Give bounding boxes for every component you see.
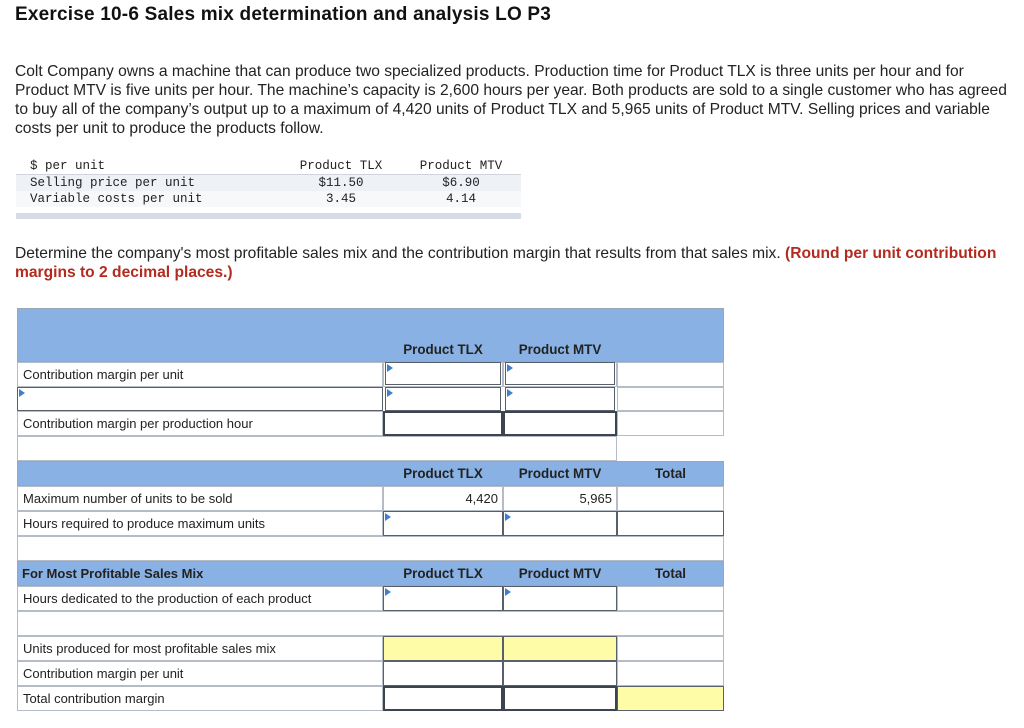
section2-col-total: Total bbox=[655, 466, 686, 481]
cell bbox=[617, 411, 724, 436]
cell bbox=[617, 486, 724, 511]
cell bbox=[617, 362, 724, 387]
total-cm-total-input[interactable] bbox=[617, 686, 724, 711]
hours-required-label: Hours required to produce maximum units bbox=[17, 511, 383, 536]
price-table-row bbox=[16, 175, 521, 191]
hours-dedicated-mtv-input[interactable] bbox=[503, 586, 617, 611]
hours-dedicated-tlx-input[interactable] bbox=[383, 586, 503, 611]
dropdown-marker-icon bbox=[385, 588, 391, 596]
price-table bbox=[16, 158, 521, 219]
units-produced-mtv-input[interactable] bbox=[503, 636, 617, 661]
dropdown-marker-icon bbox=[387, 364, 393, 372]
cm-per-unit-label: Contribution margin per unit bbox=[17, 362, 383, 387]
total-cm-tlx-input[interactable] bbox=[383, 686, 503, 711]
price-table-header bbox=[16, 158, 521, 175]
dropdown-marker-icon bbox=[19, 389, 25, 397]
dropdown-marker-icon bbox=[507, 389, 513, 397]
total-cm-label: Total contribution margin bbox=[17, 686, 383, 711]
cm-per-unit-2-mtv-input[interactable] bbox=[503, 661, 617, 686]
selling-price-label: Selling price per unit bbox=[30, 176, 196, 190]
variable-cost-tlx: 3.45 bbox=[325, 192, 356, 206]
section3-col-total: Total bbox=[655, 566, 686, 581]
section2-col-tlx: Product TLX bbox=[403, 466, 483, 481]
cell bbox=[617, 636, 724, 661]
cell bbox=[617, 586, 724, 611]
selling-price-mtv: $6.90 bbox=[442, 176, 480, 190]
dropdown-marker-icon bbox=[385, 513, 391, 521]
cm-per-unit-tlx-input[interactable] bbox=[385, 362, 501, 385]
spacer-row bbox=[17, 611, 724, 636]
max-units-label: Maximum number of units to be sold bbox=[17, 486, 383, 511]
cm-per-hour-mtv-input[interactable] bbox=[503, 411, 617, 436]
selling-price-tlx: $11.50 bbox=[318, 176, 364, 190]
units-produced-tlx-input[interactable] bbox=[383, 636, 503, 661]
calc-label-input[interactable] bbox=[17, 387, 383, 411]
cell bbox=[617, 387, 724, 411]
variable-cost-label: Variable costs per unit bbox=[30, 192, 203, 206]
price-table-mtv-header: Product MTV bbox=[419, 159, 503, 173]
question-text bbox=[15, 244, 1005, 282]
max-units-mtv: 5,965 bbox=[503, 486, 617, 511]
cm-per-hour-label: Contribution margin per production hour bbox=[17, 411, 383, 436]
section3-heading: For Most Profitable Sales Mix bbox=[22, 566, 204, 581]
hours-required-tlx-input[interactable] bbox=[383, 511, 503, 536]
cm-per-unit-mtv-input[interactable] bbox=[505, 362, 615, 385]
section3-col-mtv: Product MTV bbox=[518, 566, 602, 581]
hours-required-total-input[interactable] bbox=[617, 511, 724, 536]
dropdown-marker-icon bbox=[507, 364, 513, 372]
total-cm-mtv-input[interactable] bbox=[503, 686, 617, 711]
units-produced-label: Units produced for most profitable sales mix bbox=[17, 636, 383, 661]
spacer-row bbox=[17, 536, 724, 561]
cm-per-hour-tlx-input[interactable] bbox=[383, 411, 503, 436]
cm-per-unit-2-label: Contribution margin per unit bbox=[17, 661, 383, 686]
hours-required-mtv-input[interactable] bbox=[503, 511, 617, 536]
dropdown-marker-icon bbox=[387, 389, 393, 397]
dropdown-marker-icon bbox=[505, 588, 511, 596]
section3-col-tlx: Product TLX bbox=[403, 566, 483, 581]
max-units-tlx: 4,420 bbox=[383, 486, 503, 511]
problem-text: Colt Company owns a machine that can produce two specialized products. Production time for Product TLX is three units per hour and for Product MTV is five units per hour. The machine’s capacity is 2,600 hours per year. Both products are sold to a single customer who has agreed to buy all of the company’s output up to a maximum of 4,420 units of Product TLX and 5,965 units of Product MTV. Selling prices and variable costs per unit to produce the products follow. bbox=[15, 63, 1007, 137]
section1-header-band bbox=[17, 308, 724, 362]
section1-col-tlx: Product TLX bbox=[403, 341, 483, 357]
exercise-title: Exercise 10-6 Sales mix determination and analysis LO P3 bbox=[15, 4, 552, 25]
cell bbox=[617, 661, 724, 686]
price-table-tlx-header: Product TLX bbox=[299, 159, 383, 173]
cm-per-unit-2-tlx-input[interactable] bbox=[383, 661, 503, 686]
spacer-row bbox=[17, 436, 617, 461]
calc-tlx-input[interactable] bbox=[385, 387, 501, 411]
section2-col-mtv: Product MTV bbox=[518, 466, 602, 481]
rounding-instruction: (Round per unit contribution margins to 2 decimal places.) bbox=[15, 245, 997, 281]
question-body: Determine the company's most profitable sales mix and the contribution margin that results from that sales mix. bbox=[15, 245, 781, 262]
section1-col-mtv: Product MTV bbox=[518, 341, 602, 357]
price-table-row bbox=[16, 191, 521, 207]
hours-dedicated-label: Hours dedicated to the production of each product bbox=[17, 586, 383, 611]
price-table-unit-header: $ per unit bbox=[30, 159, 106, 173]
dropdown-marker-icon bbox=[505, 513, 511, 521]
variable-cost-mtv: 4.14 bbox=[445, 192, 476, 206]
calc-mtv-input[interactable] bbox=[505, 387, 615, 411]
